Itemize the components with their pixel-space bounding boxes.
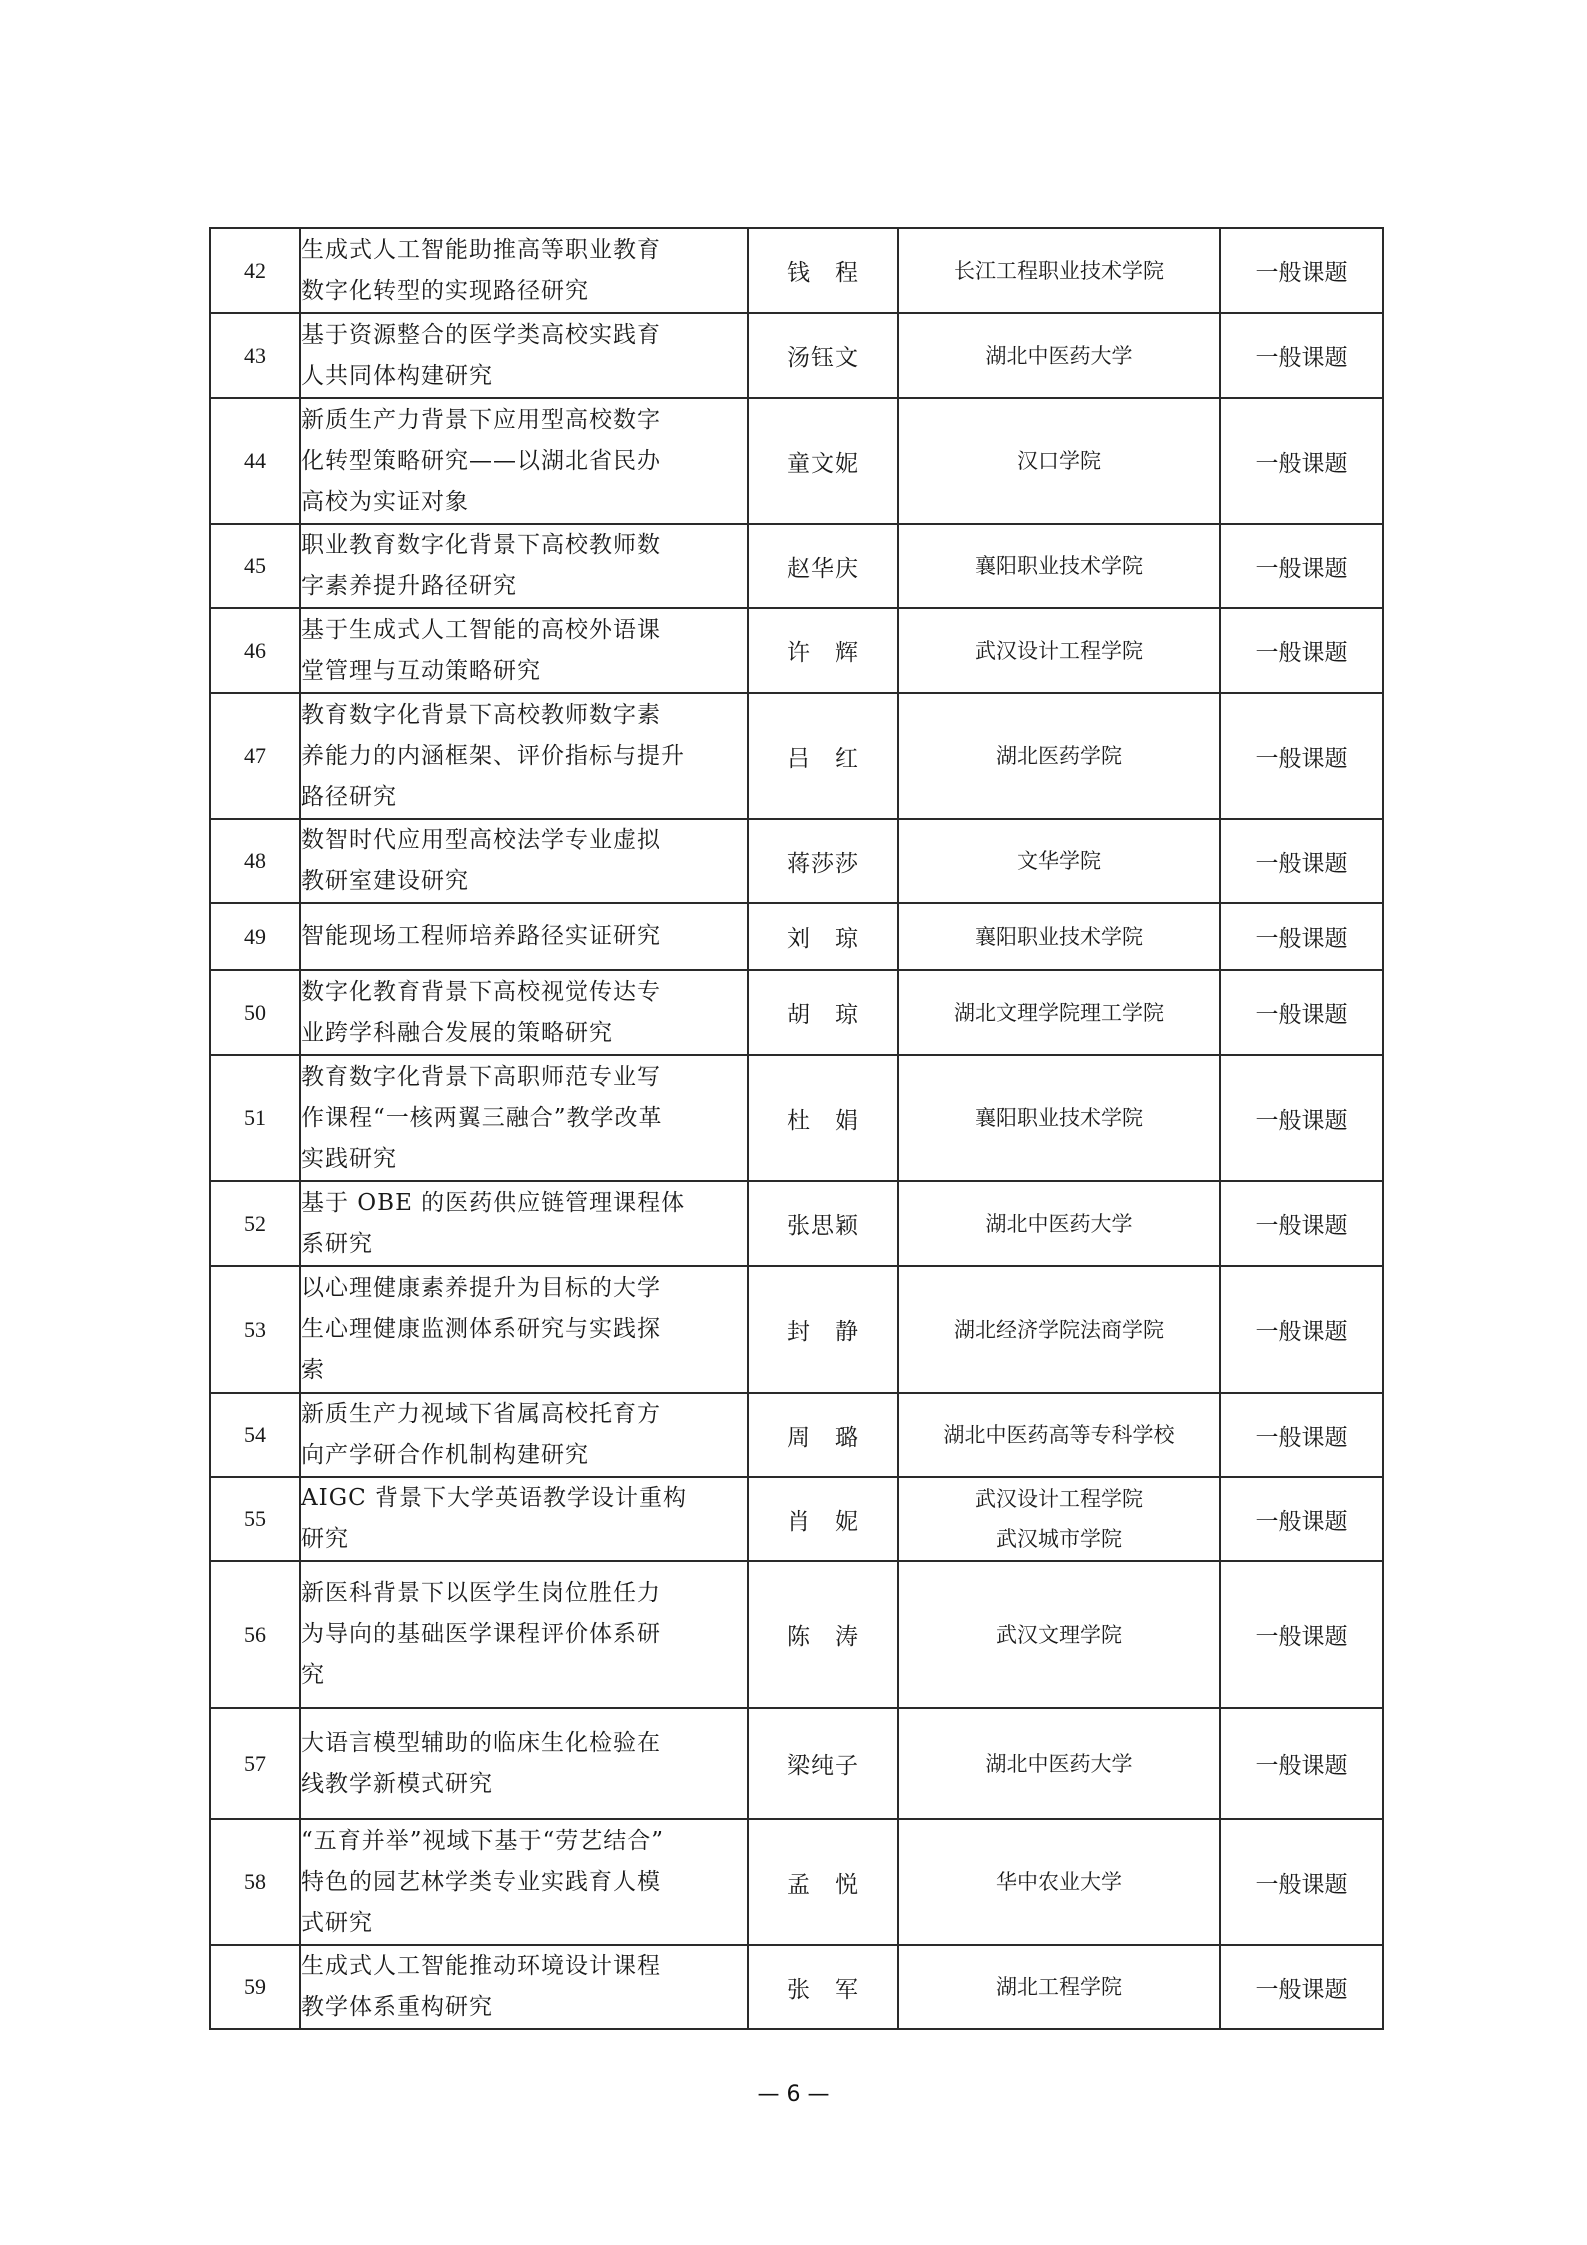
project-title-cell <box>300 228 748 313</box>
project-title-line: 大语言模型辅助的临床生化检验在 <box>301 1729 661 1756</box>
row-number-cell: 59 <box>210 1945 300 2029</box>
institution-cell <box>898 398 1220 524</box>
project-title-line: 数字化转型的实现路径研究 <box>301 277 589 304</box>
project-category-cell: 一般课题 <box>1220 970 1383 1055</box>
project-title-cell <box>300 1055 748 1181</box>
table-row <box>210 524 1383 608</box>
project-title-cell <box>300 819 748 903</box>
project-title-line: 数字化教育背景下高校视觉传达专 <box>301 978 661 1005</box>
table-row <box>210 970 1383 1055</box>
project-title-line: 新医科背景下以医学生岗位胜任力 <box>301 1580 661 1606</box>
institution-name: 湖北工程学院 <box>996 1975 1122 1999</box>
institution-name: 汉口学院 <box>1017 449 1101 473</box>
project-title-line: 数智时代应用型高校法学专业虚拟 <box>301 827 661 853</box>
table-row <box>210 313 1383 398</box>
institution-name: 湖北中医药高等专科学校 <box>943 1423 1175 1447</box>
project-title-line: 式研究 <box>301 1909 373 1936</box>
institution-name: 湖北经济学院法商学院 <box>954 1317 1164 1342</box>
project-title-line: 索 <box>301 1357 325 1383</box>
project-title-line: 生心理健康监测体系研究与实践探 <box>301 1316 661 1342</box>
row-number-cell: 49 <box>210 903 300 970</box>
project-leader-cell: 童文妮 <box>748 398 898 524</box>
row-number-cell: 57 <box>210 1708 300 1819</box>
project-title-line: 路径研究 <box>301 783 397 810</box>
table-row <box>210 1945 1383 2029</box>
project-title-cell <box>300 1708 748 1819</box>
project-category-cell: 一般课题 <box>1220 524 1383 608</box>
project-leader-cell: 张思颖 <box>748 1181 898 1266</box>
row-number-cell: 51 <box>210 1055 300 1181</box>
project-leader-cell: 吕 红 <box>748 693 898 819</box>
project-leader-cell: 赵华庆 <box>748 524 898 608</box>
project-leader-cell: 钱 程 <box>748 228 898 313</box>
project-category-cell: 一般课题 <box>1220 1561 1383 1708</box>
project-category-cell: 一般课题 <box>1220 398 1383 524</box>
project-category-cell: 一般课题 <box>1220 313 1383 398</box>
institution-name: 文华学院 <box>1017 849 1101 873</box>
project-table <box>209 227 1384 2030</box>
table-row <box>210 1708 1383 1819</box>
project-title-line: 线教学新模式研究 <box>301 1770 493 1797</box>
project-title-cell <box>300 398 748 524</box>
project-title-line: 养能力的内涵框架、评价指标与提升 <box>301 742 685 769</box>
institution-cell <box>898 903 1220 970</box>
project-leader-cell: 周 璐 <box>748 1393 898 1477</box>
institution-cell <box>898 313 1220 398</box>
project-category-cell: 一般课题 <box>1220 1708 1383 1819</box>
institution-name: 华中农业大学 <box>996 1870 1122 1894</box>
project-title-cell <box>300 1945 748 2029</box>
institution-name: 湖北中医药大学 <box>985 343 1133 368</box>
project-title-line: 基于生成式人工智能的高校外语课 <box>301 616 661 643</box>
project-title-cell <box>300 313 748 398</box>
project-title-line: 特色的园艺林学类专业实践育人模 <box>301 1868 661 1895</box>
project-title-cell <box>300 1181 748 1266</box>
project-title-line: 高校为实证对象 <box>301 488 469 515</box>
institution-cell <box>898 970 1220 1055</box>
institution-name: 武汉城市学院 <box>996 1527 1122 1551</box>
project-category-cell: 一般课题 <box>1220 1393 1383 1477</box>
project-title-line: 教育数字化背景下高职师范专业写 <box>301 1063 661 1090</box>
institution-name: 湖北中医药大学 <box>985 1751 1133 1776</box>
table-row <box>210 1561 1383 1708</box>
table-row <box>210 693 1383 819</box>
institution-cell <box>898 1055 1220 1181</box>
project-title-line: 人共同体构建研究 <box>301 362 493 389</box>
institution-cell <box>898 1819 1220 1945</box>
project-title-line: 教学体系重构研究 <box>301 1994 493 2020</box>
row-number-cell: 47 <box>210 693 300 819</box>
project-leader-cell: 封 静 <box>748 1266 898 1393</box>
project-leader-cell: 许 辉 <box>748 608 898 693</box>
row-number-cell: 44 <box>210 398 300 524</box>
project-title-line: 业跨学科融合发展的策略研究 <box>301 1019 613 1046</box>
project-title-line: 向产学研合作机制构建研究 <box>301 1442 589 1468</box>
institution-cell <box>898 1561 1220 1708</box>
table-row <box>210 608 1383 693</box>
project-title-line: 智能现场工程师培养路径实证研究 <box>301 923 661 949</box>
project-category-cell: 一般课题 <box>1220 1477 1383 1561</box>
project-category-cell: 一般课题 <box>1220 1945 1383 2029</box>
project-category-cell: 一般课题 <box>1220 1819 1383 1945</box>
project-title-line: 字素养提升路径研究 <box>301 573 517 599</box>
project-table-body <box>210 228 1383 2029</box>
project-title-cell <box>300 693 748 819</box>
project-title-line: 教育数字化背景下高校教师数字素 <box>301 701 661 728</box>
project-leader-cell: 胡 琼 <box>748 970 898 1055</box>
table-row <box>210 1055 1383 1181</box>
page-number: — 6 — <box>757 2082 830 2107</box>
table-row <box>210 398 1383 524</box>
project-title-line: 新质生产力背景下应用型高校数字 <box>301 406 661 433</box>
project-title-cell <box>300 608 748 693</box>
institution-name: 襄阳职业技术学院 <box>975 1106 1143 1130</box>
institution-name: 武汉设计工程学院 <box>975 1487 1143 1511</box>
project-title-cell <box>300 970 748 1055</box>
project-title-line: 系研究 <box>301 1230 373 1257</box>
project-leader-cell: 陈 涛 <box>748 1561 898 1708</box>
institution-cell <box>898 1393 1220 1477</box>
institution-name: 襄阳职业技术学院 <box>975 924 1143 949</box>
project-title-cell <box>300 1477 748 1561</box>
institution-cell <box>898 608 1220 693</box>
project-category-cell: 一般课题 <box>1220 1181 1383 1266</box>
project-leader-cell: 杜 娟 <box>748 1055 898 1181</box>
institution-cell <box>898 1708 1220 1819</box>
project-title-cell <box>300 903 748 970</box>
row-number-cell: 58 <box>210 1819 300 1945</box>
project-title-line: 职业教育数字化背景下高校教师数 <box>301 532 661 558</box>
project-title-line: 以心理健康素养提升为目标的大学 <box>301 1275 661 1301</box>
project-title-line: 生成式人工智能助推高等职业教育 <box>301 236 661 263</box>
project-title-cell <box>300 1561 748 1708</box>
institution-cell <box>898 1945 1220 2029</box>
project-title-line: 新质生产力视域下省属高校托育方 <box>301 1401 661 1427</box>
project-title-line: 基于资源整合的医学类高校实践育 <box>301 321 661 348</box>
project-title-line: 作课程“一核两翼三融合”教学改革 <box>301 1104 663 1131</box>
institution-name: 湖北中医药大学 <box>985 1211 1133 1236</box>
institution-cell <box>898 1477 1220 1561</box>
institution-name: 武汉文理学院 <box>996 1622 1122 1647</box>
institution-cell <box>898 1266 1220 1393</box>
project-leader-cell: 肖 妮 <box>748 1477 898 1561</box>
project-leader-cell: 张 军 <box>748 1945 898 2029</box>
table-row <box>210 819 1383 903</box>
table-row <box>210 1266 1383 1393</box>
institution-name: 湖北文理学院理工学院 <box>954 1000 1164 1025</box>
project-leader-cell: 梁纯子 <box>748 1708 898 1819</box>
row-number-cell: 45 <box>210 524 300 608</box>
row-number-cell: 52 <box>210 1181 300 1266</box>
project-title-line: 堂管理与互动策略研究 <box>301 657 541 684</box>
institution-name: 湖北医药学院 <box>996 744 1122 768</box>
project-title-line: 教研室建设研究 <box>301 868 469 894</box>
project-title-line: 究 <box>301 1662 325 1688</box>
row-number-cell: 55 <box>210 1477 300 1561</box>
project-title-cell <box>300 1393 748 1477</box>
institution-cell <box>898 1181 1220 1266</box>
project-category-cell: 一般课题 <box>1220 819 1383 903</box>
row-number-cell: 46 <box>210 608 300 693</box>
project-leader-cell: 蒋莎莎 <box>748 819 898 903</box>
institution-cell <box>898 524 1220 608</box>
table-row <box>210 903 1383 970</box>
project-title-cell <box>300 524 748 608</box>
project-category-cell: 一般课题 <box>1220 903 1383 970</box>
project-leader-cell: 孟 悦 <box>748 1819 898 1945</box>
project-leader-cell: 汤钰文 <box>748 313 898 398</box>
project-leader-cell: 刘 琼 <box>748 903 898 970</box>
project-category-cell: 一般课题 <box>1220 1266 1383 1393</box>
row-number-cell: 56 <box>210 1561 300 1708</box>
project-title-line: 化转型策略研究——以湖北省民办 <box>301 447 661 474</box>
project-title-line: 研究 <box>301 1526 349 1552</box>
project-category-cell: 一般课题 <box>1220 1055 1383 1181</box>
project-title-line: “五育并举”视域下基于“劳艺结合” <box>301 1827 665 1854</box>
row-number-cell: 42 <box>210 228 300 313</box>
project-title-line: AIGC 背景下大学英语教学设计重构 <box>301 1485 687 1511</box>
institution-cell <box>898 819 1220 903</box>
table-row <box>210 228 1383 313</box>
project-title-cell <box>300 1266 748 1393</box>
row-number-cell: 48 <box>210 819 300 903</box>
row-number-cell: 43 <box>210 313 300 398</box>
row-number-cell: 54 <box>210 1393 300 1477</box>
institution-cell <box>898 693 1220 819</box>
project-title-line: 基于 OBE 的医药供应链管理课程体 <box>301 1189 686 1216</box>
project-title-line: 实践研究 <box>301 1145 397 1172</box>
table-row <box>210 1477 1383 1561</box>
table-row <box>210 1819 1383 1945</box>
institution-name: 长江工程职业技术学院 <box>954 258 1164 283</box>
project-title-line: 为导向的基础医学课程评价体系研 <box>301 1621 661 1647</box>
institution-cell <box>898 228 1220 313</box>
project-category-cell: 一般课题 <box>1220 228 1383 313</box>
project-category-cell: 一般课题 <box>1220 608 1383 693</box>
institution-name: 武汉设计工程学院 <box>975 638 1143 663</box>
project-title-line: 生成式人工智能推动环境设计课程 <box>301 1953 661 1979</box>
row-number-cell: 50 <box>210 970 300 1055</box>
institution-name: 襄阳职业技术学院 <box>975 554 1143 578</box>
project-title-cell <box>300 1819 748 1945</box>
table-row <box>210 1181 1383 1266</box>
project-category-cell: 一般课题 <box>1220 693 1383 819</box>
table-row <box>210 1393 1383 1477</box>
row-number-cell: 53 <box>210 1266 300 1393</box>
